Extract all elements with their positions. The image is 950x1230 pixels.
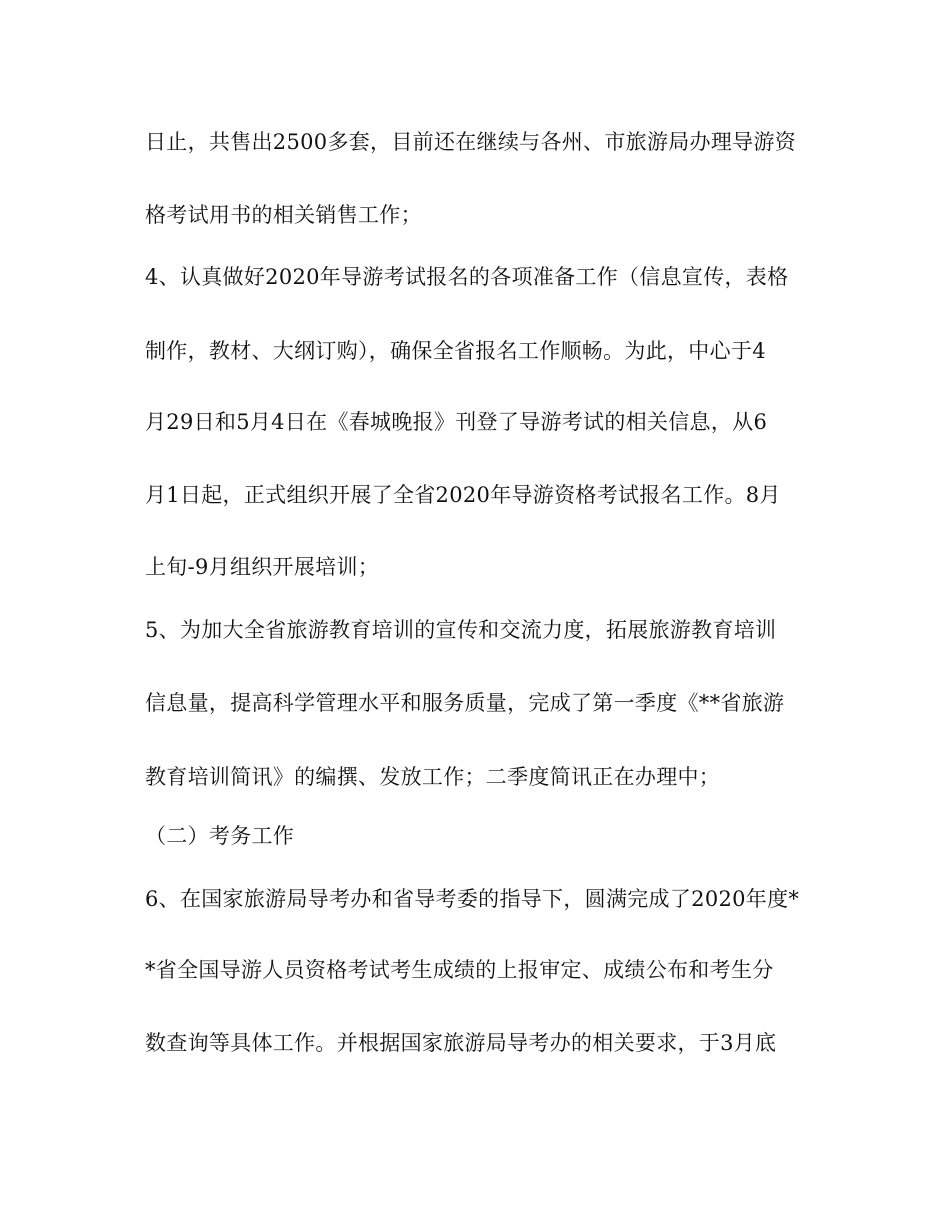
- text-line: 数查询等具体工作。并根据国家旅游局导考办的相关要求，于3月底: [145, 1031, 777, 1055]
- section-heading: （二）考务工作: [145, 824, 295, 848]
- text-line: 4、认真做好2020年导游考试报名的各项准备工作（信息宣传，表格: [145, 265, 789, 289]
- text-line: *省全国导游人员资格考试考生成绩的上报审定、成绩公布和考生分: [145, 958, 774, 982]
- text-line: 5、为加大全省旅游教育培训的宣传和交流力度，拓展旅游教育培训: [145, 618, 777, 642]
- text-line: 月1日起，正式组织开展了全省2020年导游资格考试报名工作。8月: [145, 483, 781, 507]
- text-line: 月29日和5月4日在《春城晚报》刊登了导游考试的相关信息，从6: [145, 410, 768, 434]
- text-line: 信息量，提高科学管理水平和服务质量，完成了第一季度《**省旅游: [145, 691, 785, 715]
- text-line: 6、在国家旅游局导考办和省导考委的指导下，圆满完成了2020年度*: [145, 887, 800, 911]
- text-line: 教育培训简讯》的编撰、发放工作；二季度简讯正在办理中；: [145, 765, 721, 789]
- text-line: 制作，教材、大纲订购），确保全省报名工作顺畅。为此，中心于4: [145, 339, 766, 363]
- text-line: 上旬-9月组织开展培训；: [145, 555, 380, 579]
- text-line: 格考试用书的相关销售工作；: [145, 203, 422, 227]
- text-line: 日止，共售出2500多套，目前还在继续与各州、市旅游局办理导游资: [145, 130, 797, 154]
